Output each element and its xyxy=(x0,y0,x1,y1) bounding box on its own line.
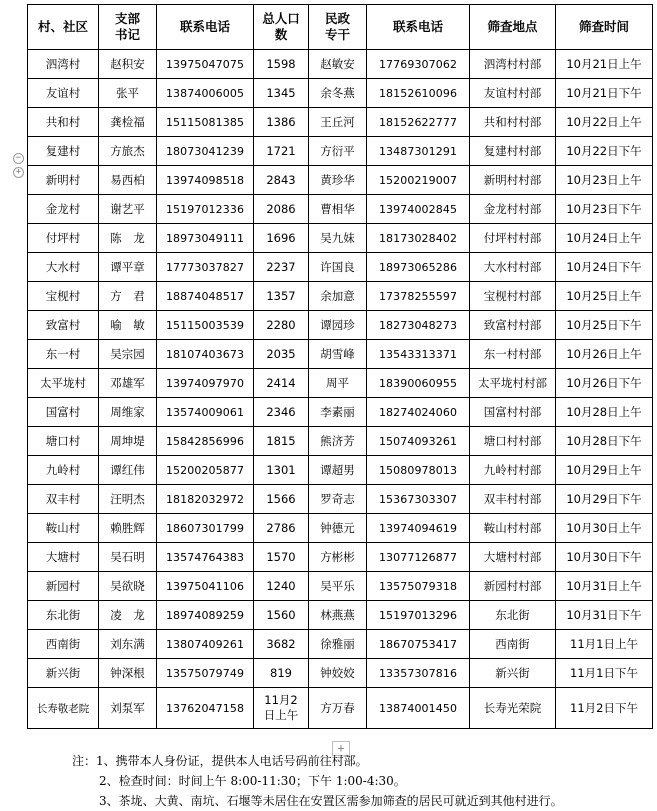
cell-population: 1357 xyxy=(254,282,309,311)
cell-village: 西南街 xyxy=(28,630,99,659)
cell-officer: 方彬彬 xyxy=(309,543,367,572)
cell-village: 共和村 xyxy=(28,108,99,137)
cell-time: 10月22日下午 xyxy=(556,137,653,166)
table-row xyxy=(28,311,653,340)
cell-officer-phone: 18973065286 xyxy=(367,253,470,282)
cell-population: 11月2日上午 xyxy=(254,688,309,729)
cell-secretary: 赵积安 xyxy=(99,50,157,79)
cell-officer: 周平 xyxy=(309,369,367,398)
table-row xyxy=(28,282,653,311)
cell-secretary-phone: 18182032972 xyxy=(157,485,254,514)
cell-village: 金龙村 xyxy=(28,195,99,224)
cell-officer-phone: 13575079318 xyxy=(367,572,470,601)
cell-secretary-phone: 18974089259 xyxy=(157,601,254,630)
cell-population: 819 xyxy=(254,659,309,688)
cell-secretary-phone: 13974098518 xyxy=(157,166,254,195)
cell-secretary: 吴宗园 xyxy=(99,340,157,369)
table-row xyxy=(28,224,653,253)
cell-officer: 罗奇志 xyxy=(309,485,367,514)
header-total-population: 总人口数 xyxy=(254,5,309,50)
cell-village: 友谊村 xyxy=(28,79,99,108)
cell-officer: 方万春 xyxy=(309,688,367,729)
cell-secretary-phone: 17773037827 xyxy=(157,253,254,282)
table-row xyxy=(28,427,653,456)
note-line: 3、茶垅、大黄、南坑、石堰等未居住在安置区需参加筛查的居民可就近到其他村进行。 xyxy=(99,794,563,808)
cell-secretary: 钟深根 xyxy=(99,659,157,688)
cell-time: 11月1日上午 xyxy=(556,630,653,659)
header-screening-time: 筛查时间 xyxy=(556,5,653,50)
cell-location: 泗湾村村部 xyxy=(470,50,556,79)
cell-officer-phone: 15080978013 xyxy=(367,456,470,485)
cell-village: 双丰村 xyxy=(28,485,99,514)
cell-officer-phone: 15074093261 xyxy=(367,427,470,456)
cell-population: 2280 xyxy=(254,311,309,340)
cell-officer: 熊济芳 xyxy=(309,427,367,456)
cell-officer-phone: 15367303307 xyxy=(367,485,470,514)
cell-officer: 胡雪峰 xyxy=(309,340,367,369)
cell-location: 付坪村村部 xyxy=(470,224,556,253)
cell-location: 新兴街 xyxy=(470,659,556,688)
cell-officer-phone: 18152622777 xyxy=(367,108,470,137)
cell-location: 鞍山村村部 xyxy=(470,514,556,543)
cell-officer-phone: 15197013296 xyxy=(367,601,470,630)
cell-officer: 王丘河 xyxy=(309,108,367,137)
header-village: 村、社区 xyxy=(28,5,99,50)
cell-population: 2843 xyxy=(254,166,309,195)
cell-village: 大塘村 xyxy=(28,543,99,572)
cell-time: 10月23日上午 xyxy=(556,166,653,195)
cell-secretary-phone: 18607301799 xyxy=(157,514,254,543)
cell-population: 1598 xyxy=(254,50,309,79)
table-row xyxy=(28,50,653,79)
add-row-icon[interactable]: + xyxy=(332,741,350,756)
header-branch-secretary: 支部书记 xyxy=(99,5,157,50)
cell-officer-phone: 13543313371 xyxy=(367,340,470,369)
cell-location: 长寿光荣院 xyxy=(470,688,556,729)
cell-officer: 钟德元 xyxy=(309,514,367,543)
header-contact-phone: 联系电话 xyxy=(157,5,254,50)
cell-village: 鞍山村 xyxy=(28,514,99,543)
cell-time: 10月30日上午 xyxy=(556,514,653,543)
cell-officer: 赵敏安 xyxy=(309,50,367,79)
cell-officer: 林燕燕 xyxy=(309,601,367,630)
cell-population: 2346 xyxy=(254,398,309,427)
cell-village: 大水村 xyxy=(28,253,99,282)
cell-time: 10月29日上午 xyxy=(556,456,653,485)
cell-secretary: 赖胜辉 xyxy=(99,514,157,543)
cell-village: 宝枧村 xyxy=(28,282,99,311)
cell-officer-phone: 13974002845 xyxy=(367,195,470,224)
cell-population: 2414 xyxy=(254,369,309,398)
cell-village: 塘口村 xyxy=(28,427,99,456)
cell-secretary-phone: 15200205877 xyxy=(157,456,254,485)
cell-officer-phone: 18173028402 xyxy=(367,224,470,253)
cell-location: 友谊村村部 xyxy=(470,79,556,108)
cell-secretary-phone: 13975047075 xyxy=(157,50,254,79)
cell-time: 10月28日上午 xyxy=(556,398,653,427)
cell-location: 塘口村村部 xyxy=(470,427,556,456)
cell-location: 国富村村部 xyxy=(470,398,556,427)
cell-secretary-phone: 13574764383 xyxy=(157,543,254,572)
table-row xyxy=(28,79,653,108)
expand-handle-icon[interactable]: + xyxy=(13,167,24,178)
cell-secretary: 周坤堤 xyxy=(99,427,157,456)
cell-time: 10月31日上午 xyxy=(556,572,653,601)
cell-officer: 李素丽 xyxy=(309,398,367,427)
cell-time: 10月31日下午 xyxy=(556,601,653,630)
screening-schedule-table xyxy=(27,4,653,729)
cell-population: 1240 xyxy=(254,572,309,601)
cell-officer: 徐雅丽 xyxy=(309,630,367,659)
cell-time: 10月25日下午 xyxy=(556,311,653,340)
cell-officer: 曹相华 xyxy=(309,195,367,224)
cell-location: 太平垅村村部 xyxy=(470,369,556,398)
cell-time: 11月1日下午 xyxy=(556,659,653,688)
cell-village: 新园村 xyxy=(28,572,99,601)
cell-village: 东北街 xyxy=(28,601,99,630)
cell-village: 复建村 xyxy=(28,137,99,166)
cell-officer-phone: 18390060955 xyxy=(367,369,470,398)
cell-time: 10月21日下午 xyxy=(556,79,653,108)
table-row xyxy=(28,485,653,514)
cell-village: 九岭村 xyxy=(28,456,99,485)
cell-secretary: 方 君 xyxy=(99,282,157,311)
cell-village: 新兴街 xyxy=(28,659,99,688)
cell-time: 10月24日上午 xyxy=(556,224,653,253)
cell-officer: 谭园珍 xyxy=(309,311,367,340)
cell-officer-phone: 18273048273 xyxy=(367,311,470,340)
table-row xyxy=(28,253,653,282)
cell-population: 1301 xyxy=(254,456,309,485)
table-row xyxy=(28,543,653,572)
cell-officer: 许国良 xyxy=(309,253,367,282)
table-row xyxy=(28,456,653,485)
table-row xyxy=(28,166,653,195)
cell-population: 1560 xyxy=(254,601,309,630)
screening-table-container xyxy=(27,4,652,729)
cell-officer: 吴九妹 xyxy=(309,224,367,253)
cell-secretary-phone: 13874006005 xyxy=(157,79,254,108)
cell-population: 2035 xyxy=(254,340,309,369)
cell-time: 10月22日上午 xyxy=(556,108,653,137)
cell-population: 1721 xyxy=(254,137,309,166)
cell-officer: 黄珍华 xyxy=(309,166,367,195)
table-row xyxy=(28,398,653,427)
cell-population: 2237 xyxy=(254,253,309,282)
cell-secretary: 陈 龙 xyxy=(99,224,157,253)
cell-secretary-phone: 13575079749 xyxy=(157,659,254,688)
table-row xyxy=(28,514,653,543)
cell-secretary: 喻 敏 xyxy=(99,311,157,340)
cell-time: 10月29日下午 xyxy=(556,485,653,514)
cell-officer: 谭超男 xyxy=(309,456,367,485)
cell-officer: 余加意 xyxy=(309,282,367,311)
cell-village: 国富村 xyxy=(28,398,99,427)
cell-time: 10月30日下午 xyxy=(556,543,653,572)
table-row xyxy=(28,108,653,137)
cell-secretary: 谢艺平 xyxy=(99,195,157,224)
cell-secretary-phone: 18874048517 xyxy=(157,282,254,311)
cell-secretary: 谭红伟 xyxy=(99,456,157,485)
table-row xyxy=(28,195,653,224)
cell-secretary-phone: 18973049111 xyxy=(157,224,254,253)
cell-location: 西南街 xyxy=(470,630,556,659)
cell-location: 复建村村部 xyxy=(470,137,556,166)
table-row xyxy=(28,659,653,688)
table-row xyxy=(28,630,653,659)
cell-time: 10月28日下午 xyxy=(556,427,653,456)
table-row xyxy=(28,688,653,729)
cell-location: 大塘村村部 xyxy=(470,543,556,572)
cell-secretary: 凌 龙 xyxy=(99,601,157,630)
cell-officer-phone: 13077126877 xyxy=(367,543,470,572)
table-row xyxy=(28,572,653,601)
cell-population: 2086 xyxy=(254,195,309,224)
table-row xyxy=(28,340,653,369)
cell-officer-phone: 17378255597 xyxy=(367,282,470,311)
cell-secretary: 张平 xyxy=(99,79,157,108)
cell-secretary: 吴石明 xyxy=(99,543,157,572)
cell-officer-phone: 18152610096 xyxy=(367,79,470,108)
cell-secretary: 刘泵军 xyxy=(99,688,157,729)
cell-village: 太平垅村 xyxy=(28,369,99,398)
cell-location: 致富村村部 xyxy=(470,311,556,340)
cell-secretary-phone: 13975041106 xyxy=(157,572,254,601)
cell-time: 11月2日下午 xyxy=(556,688,653,729)
cell-time: 10月26日下午 xyxy=(556,369,653,398)
cell-secretary-phone: 13807409261 xyxy=(157,630,254,659)
cell-officer-phone: 18670753417 xyxy=(367,630,470,659)
table-header-row xyxy=(28,5,653,50)
cell-officer-phone: 13974094619 xyxy=(367,514,470,543)
cell-village: 新明村 xyxy=(28,166,99,195)
cell-village: 长寿敬老院 xyxy=(28,688,99,729)
cell-officer-phone: 13357307816 xyxy=(367,659,470,688)
cell-location: 东一村村部 xyxy=(470,340,556,369)
cell-location: 金龙村村部 xyxy=(470,195,556,224)
cell-secretary: 刘东满 xyxy=(99,630,157,659)
cell-officer-phone: 18274024060 xyxy=(367,398,470,427)
cell-location: 九岭村村部 xyxy=(470,456,556,485)
cell-secretary: 汪明杰 xyxy=(99,485,157,514)
header-screening-location: 筛查地点 xyxy=(470,5,556,50)
collapse-handle-icon[interactable]: − xyxy=(13,153,24,164)
cell-officer: 方衍平 xyxy=(309,137,367,166)
table-row xyxy=(28,601,653,630)
cell-secretary-phone: 13974097970 xyxy=(157,369,254,398)
cell-secretary-phone: 15115003539 xyxy=(157,311,254,340)
cell-time: 10月24日下午 xyxy=(556,253,653,282)
cell-population: 2786 xyxy=(254,514,309,543)
cell-time: 10月23日下午 xyxy=(556,195,653,224)
cell-officer-phone: 13874001450 xyxy=(367,688,470,729)
cell-secretary-phone: 15115081385 xyxy=(157,108,254,137)
cell-officer: 余冬燕 xyxy=(309,79,367,108)
cell-location: 新明村村部 xyxy=(470,166,556,195)
cell-location: 共和村村部 xyxy=(470,108,556,137)
cell-village: 付坪村 xyxy=(28,224,99,253)
cell-secretary-phone: 18107403673 xyxy=(157,340,254,369)
cell-secretary: 邓雄军 xyxy=(99,369,157,398)
cell-population: 1815 xyxy=(254,427,309,456)
cell-officer-phone: 15200219007 xyxy=(367,166,470,195)
cell-population: 1566 xyxy=(254,485,309,514)
cell-secretary: 周维家 xyxy=(99,398,157,427)
cell-population: 1696 xyxy=(254,224,309,253)
cell-population: 1386 xyxy=(254,108,309,137)
cell-village: 东一村 xyxy=(28,340,99,369)
cell-secretary: 吴欲晓 xyxy=(99,572,157,601)
table-row xyxy=(28,137,653,166)
cell-location: 新园村村部 xyxy=(470,572,556,601)
cell-secretary-phone: 15197012336 xyxy=(157,195,254,224)
cell-secretary: 易西柏 xyxy=(99,166,157,195)
cell-secretary-phone: 13762047158 xyxy=(157,688,254,729)
cell-population: 1570 xyxy=(254,543,309,572)
cell-secretary: 龚检福 xyxy=(99,108,157,137)
cell-time: 10月25日上午 xyxy=(556,282,653,311)
cell-officer: 吴平乐 xyxy=(309,572,367,601)
header-officer-phone: 联系电话 xyxy=(367,5,470,50)
cell-location: 大水村村部 xyxy=(470,253,556,282)
cell-time: 10月26日上午 xyxy=(556,340,653,369)
cell-secretary: 方旅杰 xyxy=(99,137,157,166)
cell-officer-phone: 13487301291 xyxy=(367,137,470,166)
note-line: 注：1、携带本人身份证，提供本人电话号码前往村部。 xyxy=(72,754,368,768)
notes-section xyxy=(72,751,563,811)
header-civil-affairs-officer: 民政专干 xyxy=(309,5,367,50)
cell-officer: 钟姣姣 xyxy=(309,659,367,688)
cell-secretary-phone: 18073041239 xyxy=(157,137,254,166)
cell-secretary: 谭平章 xyxy=(99,253,157,282)
cell-secretary-phone: 13574009061 xyxy=(157,398,254,427)
cell-time: 10月21日上午 xyxy=(556,50,653,79)
note-line: 2、检查时间：时间上午 8:00-11:30；下午 1:00-4:30。 xyxy=(99,774,406,788)
cell-location: 东北街 xyxy=(470,601,556,630)
cell-population: 1345 xyxy=(254,79,309,108)
cell-village: 致富村 xyxy=(28,311,99,340)
cell-secretary-phone: 15842856996 xyxy=(157,427,254,456)
cell-population: 3682 xyxy=(254,630,309,659)
cell-officer-phone: 17769307062 xyxy=(367,50,470,79)
cell-location: 双丰村村部 xyxy=(470,485,556,514)
cell-location: 宝枧村村部 xyxy=(470,282,556,311)
table-row xyxy=(28,369,653,398)
cell-village: 泗湾村 xyxy=(28,50,99,79)
